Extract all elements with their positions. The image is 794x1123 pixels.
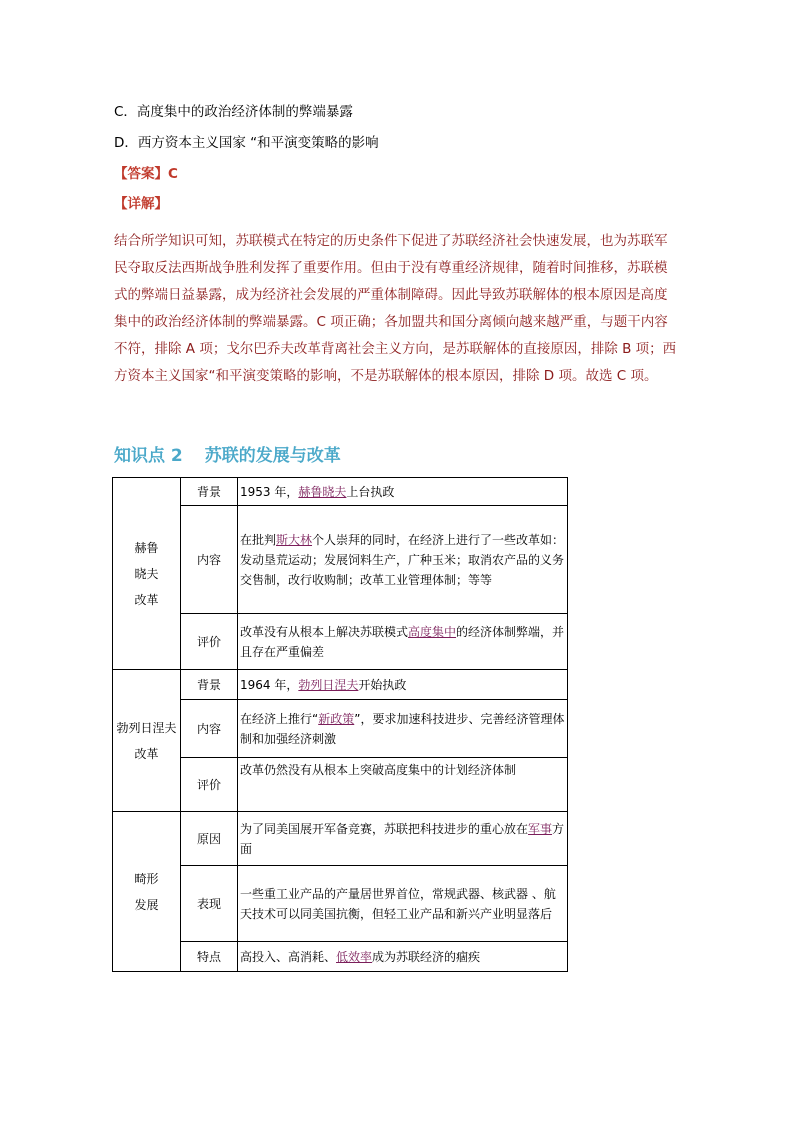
row-content: 1953 年，赫鲁晓夫上台执政 bbox=[238, 478, 568, 506]
detail-tag-label: 【详解】 bbox=[114, 196, 168, 212]
row-label: 内容 bbox=[181, 506, 238, 614]
detail-line: 结合所学知识可知，苏联模式在特定的历史条件下促进了苏联经济社会快速发展，也为苏联军 bbox=[114, 233, 668, 249]
section-heading bbox=[114, 441, 341, 466]
detail-paragraph bbox=[114, 228, 686, 390]
row-content: 在经济上推行“新政策”，要求加速科技进步、完善经济管理体制和加强经济刺激 bbox=[238, 700, 568, 758]
table-row bbox=[113, 478, 568, 506]
row-content: 为了同美国展开军备竞赛，苏联把科技进步的重心放在军事方面 bbox=[238, 812, 568, 866]
table-row bbox=[113, 614, 568, 670]
detail-tag bbox=[114, 195, 168, 213]
table-row bbox=[113, 758, 568, 812]
row-label: 特点 bbox=[181, 942, 238, 972]
row-content: 在批判斯大林个人崇拜的同时，在经济上进行了一些改革如：发动垦荒运动；发展饲料生产，广种玉米；取消农产品的义务交售制，改行收购制；改革工业管理体制；等等 bbox=[238, 506, 568, 614]
row-label: 评价 bbox=[181, 614, 238, 670]
table-row bbox=[113, 942, 568, 972]
option-c: C．高度集中的政治经济体制的弊端暴露 bbox=[114, 104, 353, 120]
row-label: 背景 bbox=[181, 670, 238, 700]
row-content: 改革没有从根本上解决苏联模式高度集中的经济体制弊端，并且存在严重偏差 bbox=[238, 614, 568, 670]
row-content: 改革仍然没有从根本上突破高度集中的计划经济体制 bbox=[238, 758, 568, 812]
row-content: 高投入、高消耗、低效率成为苏联经济的痼疾 bbox=[238, 942, 568, 972]
group-brezhnev: 勃列日涅夫 改革 bbox=[113, 670, 181, 812]
option-d: D．西方资本主义国家 “和平演变策略的影响 bbox=[114, 135, 379, 151]
detail-line: 民夺取反法西斯战争胜利发挥了重要作用。但由于没有尊重经济规律，随着时间推移，苏联模 bbox=[114, 260, 668, 276]
answer-line bbox=[114, 165, 178, 183]
heading-title: 苏联的发展与改革 bbox=[204, 446, 341, 466]
answer-value: C bbox=[168, 166, 178, 182]
detail-line: 方资本主义国家“和平演变策略的影响，不是苏联解体的根本原因，排除 D 项。故选 C 项。 bbox=[114, 368, 658, 384]
row-content: 一些重工业产品的产量居世界首位，常规武器、核武器 、航天技术可以同美国抗衡，但轻工业产品和新兴产业明显落后 bbox=[238, 866, 568, 942]
table-row bbox=[113, 866, 568, 942]
row-content: 1964 年，勃列日涅夫开始执政 bbox=[238, 670, 568, 700]
knowledge-table bbox=[112, 477, 568, 972]
table-row bbox=[113, 506, 568, 614]
answer-tag: 【答案】 bbox=[114, 166, 168, 182]
group-distorted-development: 畸形 发展 bbox=[113, 812, 181, 972]
row-label: 背景 bbox=[181, 478, 238, 506]
row-label: 内容 bbox=[181, 700, 238, 758]
row-label: 表现 bbox=[181, 866, 238, 942]
row-label: 评价 bbox=[181, 758, 238, 812]
detail-line: 不符，排除 A 项；戈尔巴乔夫改革背离社会主义方向，是苏联解体的直接原因，排除 B 项；西 bbox=[114, 341, 677, 357]
table-row bbox=[113, 670, 568, 700]
detail-line: 式的弊端日益暴露，成为经济社会发展的严重体制障碍。因此导致苏联解体的根本原因是高度 bbox=[114, 287, 668, 303]
detail-line: 集中的政治经济体制的弊端暴露。C 项正确；各加盟共和国分离倾向越来越严重，与题干内容 bbox=[114, 314, 668, 330]
group-khrushchev: 赫鲁 晓夫 改革 bbox=[113, 478, 181, 670]
table-row bbox=[113, 700, 568, 758]
table-row bbox=[113, 812, 568, 866]
row-label: 原因 bbox=[181, 812, 238, 866]
heading-number: 知识点 2 bbox=[114, 446, 183, 466]
